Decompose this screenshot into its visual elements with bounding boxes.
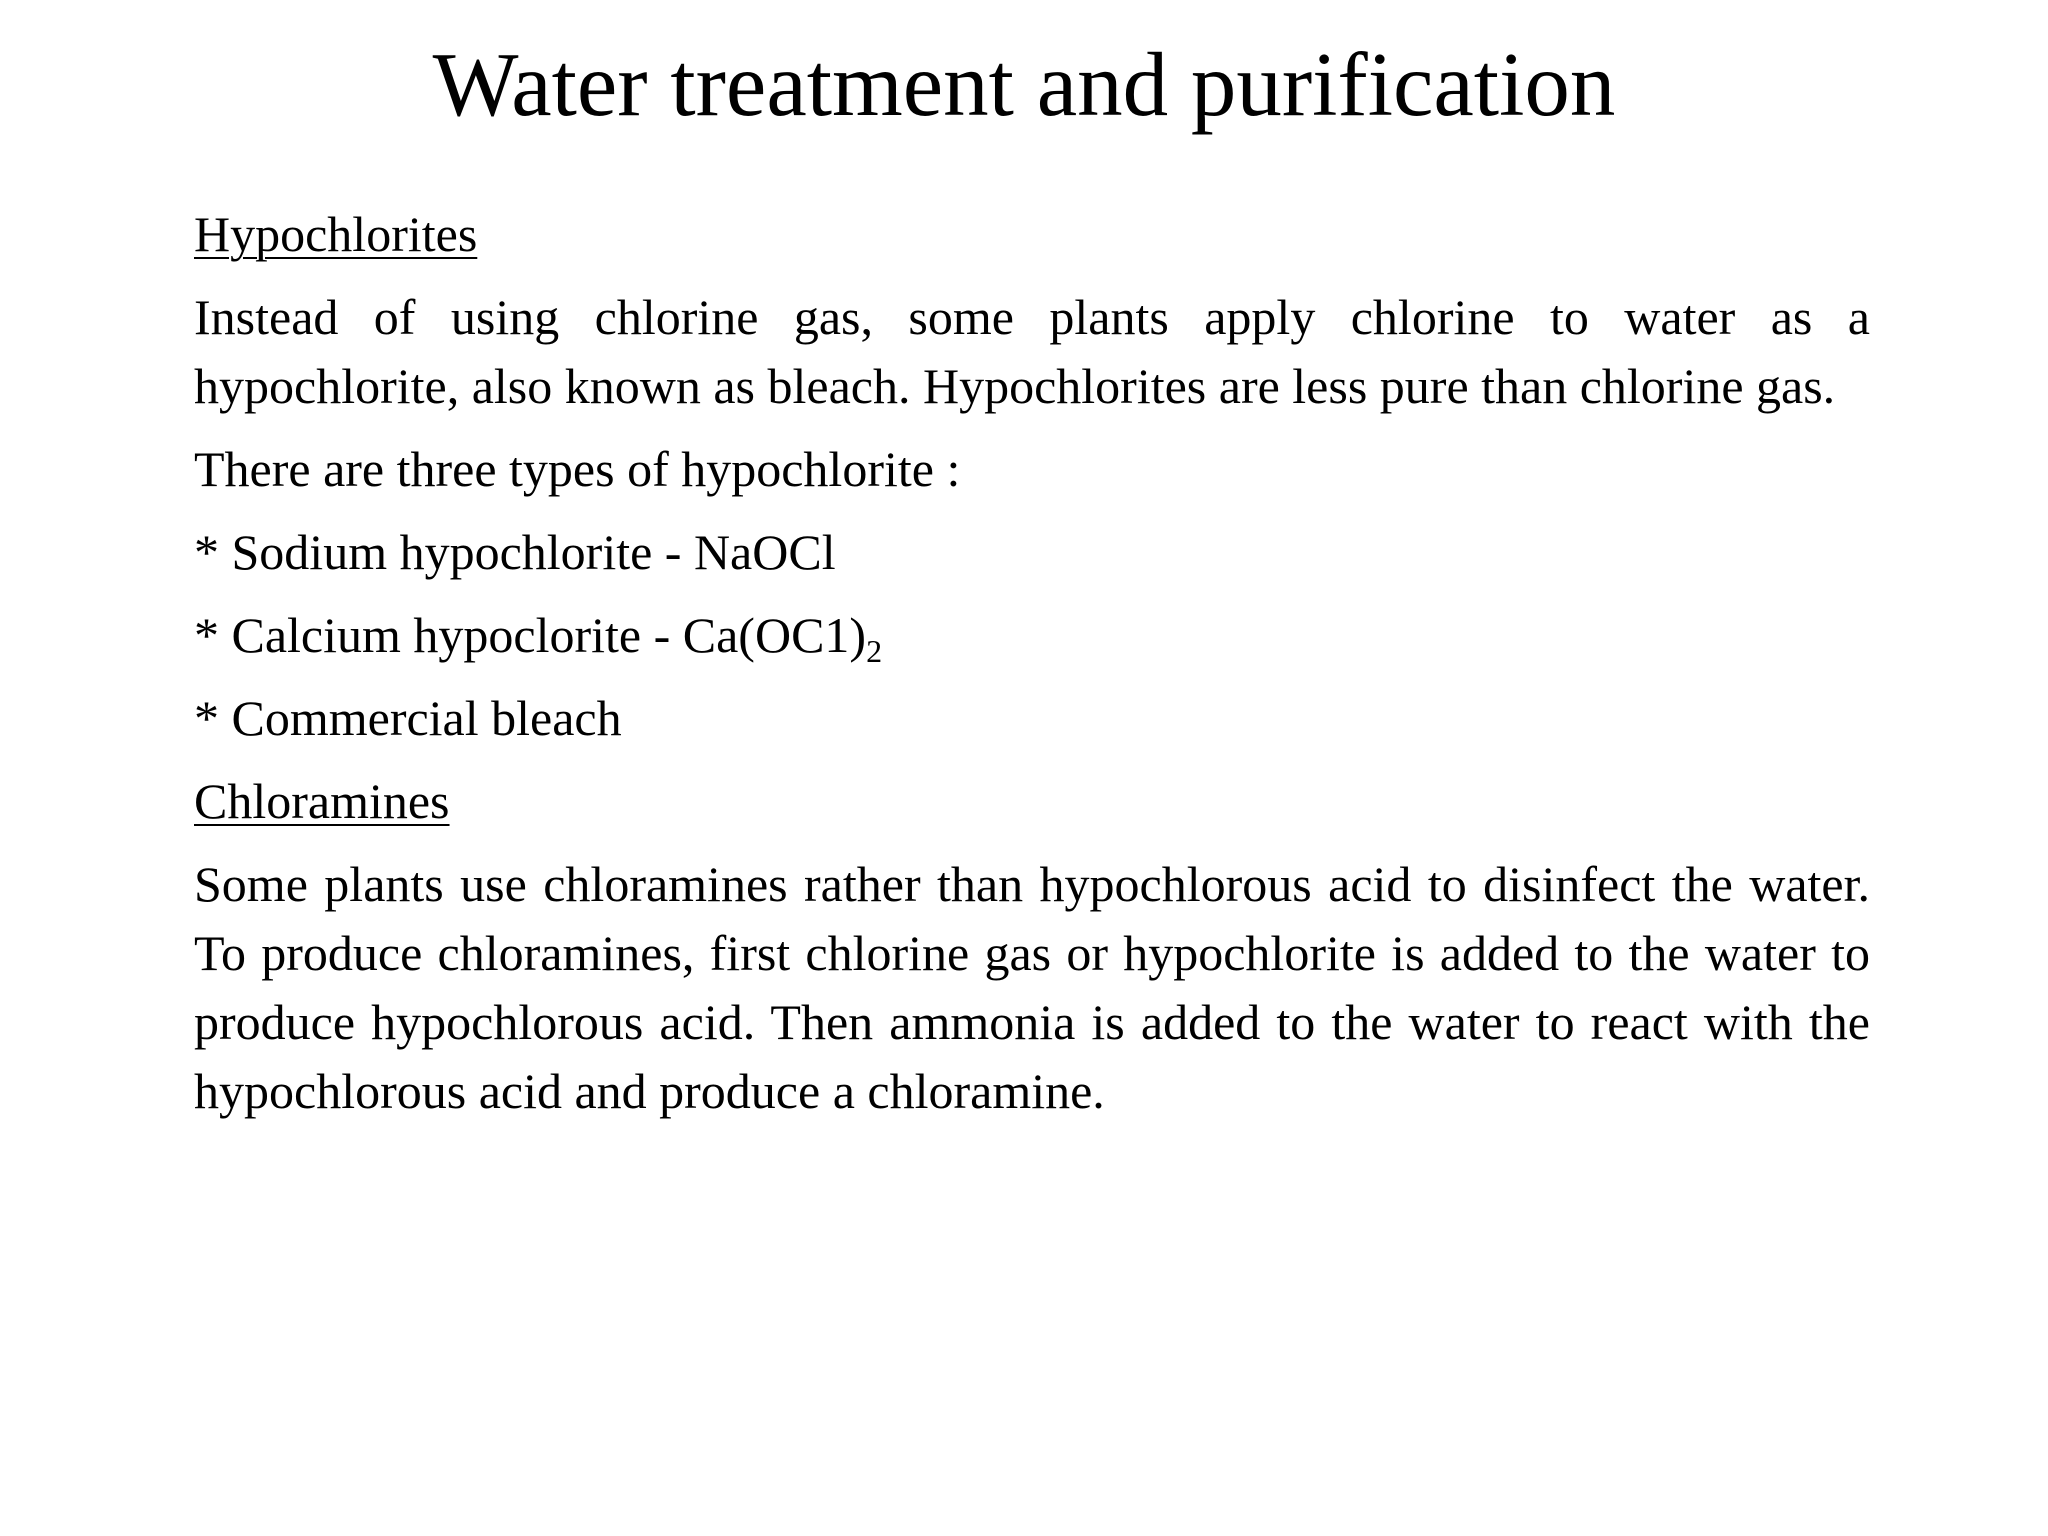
list-item-text: * Sodium hypochlorite - NaOCl — [194, 524, 836, 580]
list-item-calcium-hypochlorite — [194, 601, 1870, 670]
list-item-commercial-bleach — [194, 684, 1870, 753]
hypochlorite-types-intro: There are three types of hypochlorite : — [194, 441, 961, 497]
slide-title: Water treatment and purification — [432, 34, 1616, 135]
chloramines-paragraph: Some plants use chloramines rather than hypochlorous acid to disinfect the water. To produce chloramines, first chlorine gas or hypochlorite is added to the water to produce hypochlorous acid. Then ammonia is added to the water to react with the hypochlorous acid and produce a chloramine. — [194, 856, 1870, 1119]
slide-content — [194, 200, 1870, 1126]
formula-subscript: 2 — [866, 633, 883, 669]
section-heading-hypochlorites: Hypochlorites — [194, 206, 478, 262]
list-item-text: * Calcium hypoclorite - Ca(OC1) — [194, 607, 867, 663]
hypochlorites-paragraph: Instead of using chlorine gas, some plants apply chlorine to water as a hypochlorite, also known as bleach. Hypochlorites are less pure than chlorine gas. — [194, 289, 1870, 414]
section-heading-chloramines: Chloramines — [194, 773, 450, 829]
list-item-text: * Commercial bleach — [194, 690, 622, 746]
list-item-sodium-hypochlorite — [194, 518, 1870, 587]
